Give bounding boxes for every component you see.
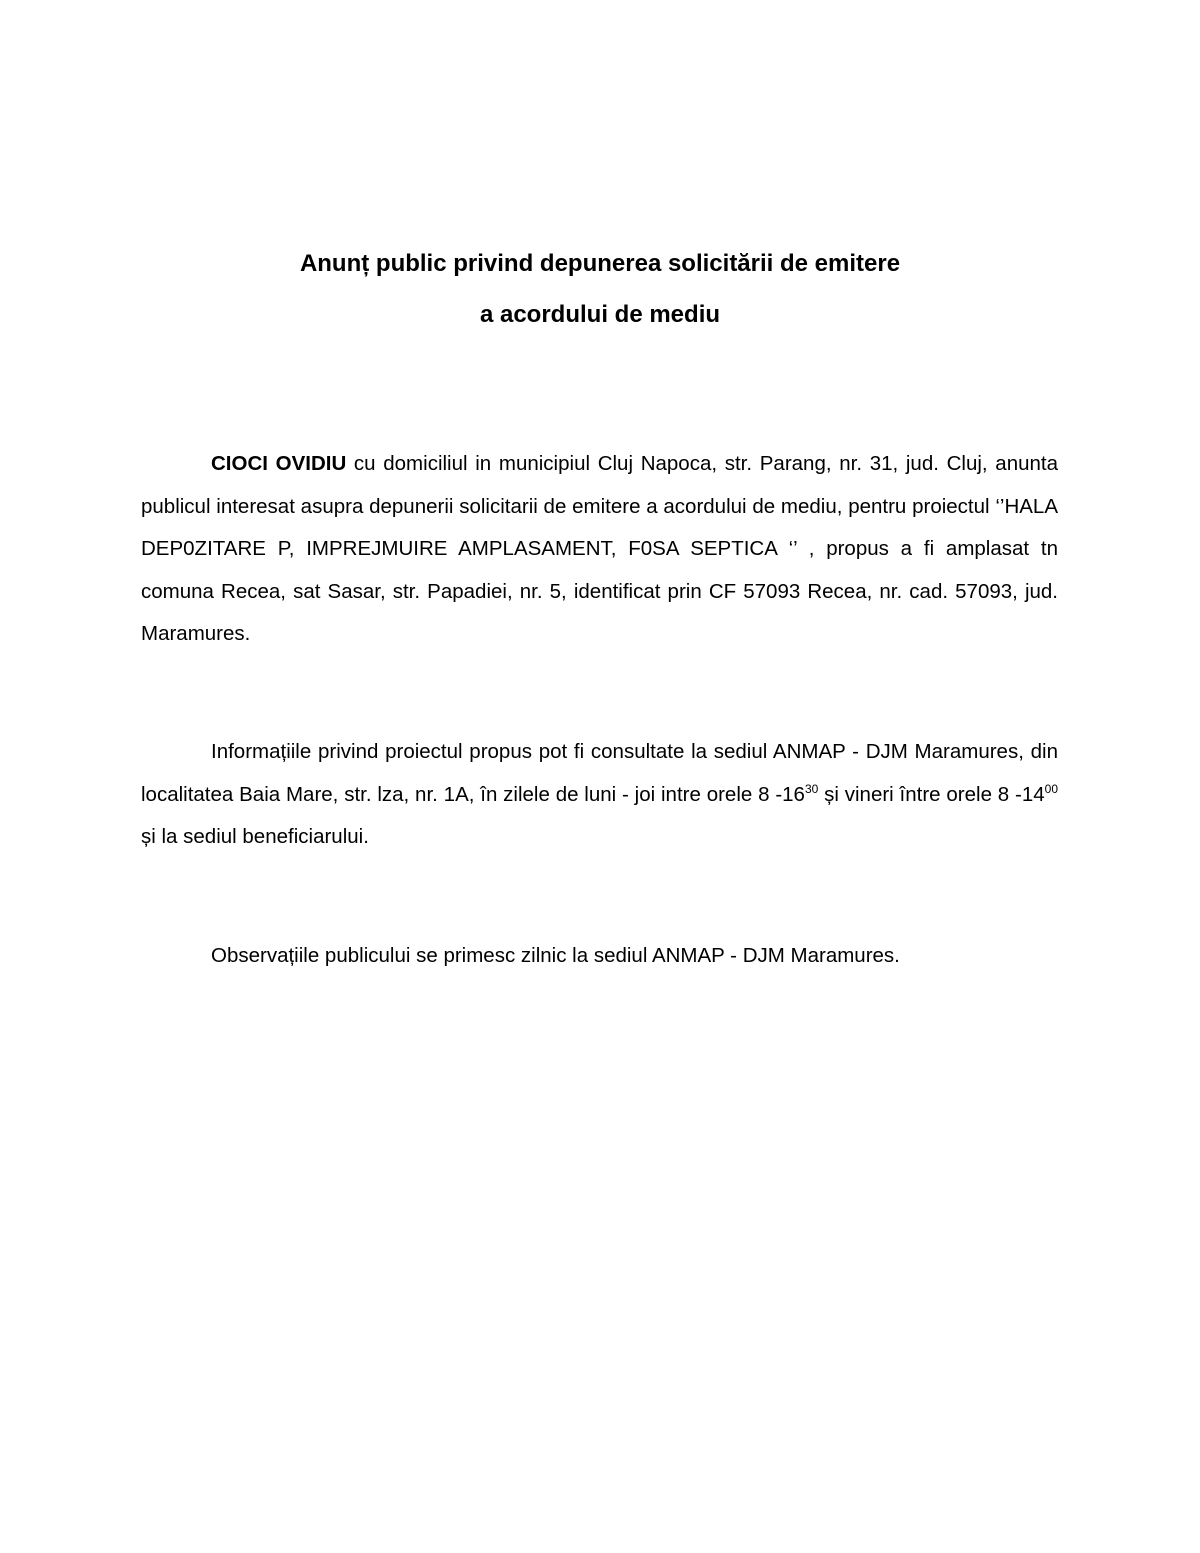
observations-text: Observațiile publicului se primesc zilnic la sediul ANMAP - DJM Maramures. — [211, 944, 900, 967]
document-title-line-2: a acordului de mediu — [479, 301, 721, 328]
hour-superscript-1: 30 — [804, 781, 819, 796]
observations-paragraph — [141, 935, 1058, 978]
information-text-part-1: Informațiile privind proiectul propus pot fi consultate la sediul ANMAP - DJM Maramures, din localitatea Baia Mare, str. lza, nr. 1A, în zilele de luni - joi intre orele 8 -16 — [141, 740, 1058, 806]
announcement-paragraph — [141, 443, 1058, 656]
information-text-part-2: și vineri între orele 8 -14 — [818, 782, 1045, 806]
announcement-text: cu domiciliul in municipiul Cluj Napoca, str. Parang, nr. 31, jud. Cluj, anunta publicul interesat asupra depunerii solicitarii de emitere a acordului de mediu, pentru proiectul ‘’HALA DEP0ZITARE P, IMPREJMUIRE AMPLASAMENT, F0SA SEPTICA ‘’ , propus a fi amplasat tn comuna Recea, sat Sasar, str. Papadiei, nr. 5, identificat prin CF 57093 Recea, nr. cad. 57093, jud. Maramures. — [141, 452, 1058, 645]
applicant-name: CIOCI OVIDIU — [211, 452, 347, 475]
information-text-part-3: și la sediul beneficiarului. — [141, 825, 369, 848]
information-paragraph — [141, 731, 1058, 859]
hour-superscript-2: 00 — [1044, 781, 1058, 796]
document-title-line-1: Anunț public privind depunerea solicitării de emitere — [299, 250, 901, 277]
